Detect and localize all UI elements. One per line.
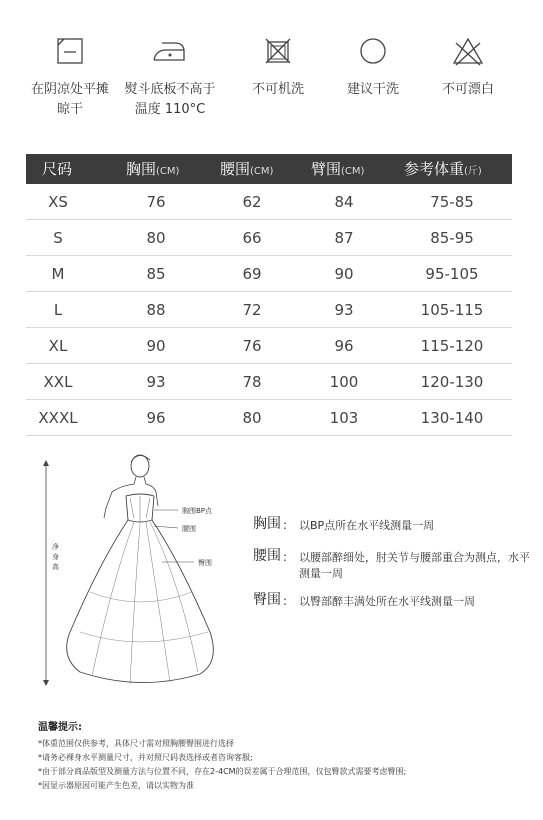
cell-bust: 76 (146, 193, 166, 211)
table-row (26, 292, 512, 328)
table-row (26, 220, 512, 256)
care-instructions (20, 36, 530, 126)
cell-size: XXXL (38, 409, 78, 427)
care-item-dry-clean (323, 36, 423, 100)
cell-waist: 66 (242, 229, 262, 247)
cell-size: L (53, 301, 63, 319)
hip-point-label: 臀围 (198, 559, 212, 567)
no-machine-wash-icon (263, 36, 293, 66)
cell-hip: 84 (334, 193, 354, 211)
cell-hip: 90 (334, 265, 354, 283)
header-bust: 胸围(CM) (126, 160, 180, 178)
note-text: 以腰部醉细处，肘关节与腰部重合为测点，水平测量一周 (299, 551, 530, 580)
cell-size: S (53, 229, 63, 247)
care-item-no-machine-wash (228, 36, 328, 100)
care-label: 不可机洗 (251, 82, 304, 97)
note-waist: 腰围 : 以腰部醉细处，肘关节与腰部重合为测点，水平测量一周 (253, 548, 530, 580)
cell-weight: 105-115 (420, 301, 484, 319)
tip-item: *因显示器原因可能产生色差，请以实物为准 (38, 781, 194, 790)
warm-tips (38, 718, 528, 793)
table-row (26, 328, 512, 364)
dress-figure-icon (30, 452, 270, 692)
table-row (26, 184, 512, 220)
tip-item: *体重范围仅供参考，具体尺寸需对照胸腰臀围进行选择 (38, 739, 234, 748)
cell-bust: 90 (146, 337, 166, 355)
note-bust: 胸围 : 以BP点所在水平线测量一周 (253, 516, 435, 532)
table-row (26, 400, 512, 436)
cell-waist: 78 (242, 373, 262, 391)
note-text: 以BP点所在水平线测量一周 (299, 519, 435, 532)
header-hip: 臂围(CM) (311, 160, 365, 178)
cell-size: M (51, 265, 65, 283)
cell-hip: 96 (334, 337, 354, 355)
cell-hip: 93 (334, 301, 354, 319)
care-label: 在阴凉处平摊 晾干 (30, 82, 109, 117)
cell-size: XL (48, 337, 68, 355)
cell-weight: 95-105 (425, 265, 479, 283)
header-size: 尺码 (42, 160, 73, 178)
header-weight: 参考体重(斤) (404, 160, 482, 178)
care-item-no-bleach (418, 36, 518, 100)
care-item-shade-dry (20, 36, 120, 120)
cell-bust: 93 (146, 373, 166, 391)
cell-weight: 75-85 (430, 193, 474, 211)
cell-bust: 80 (146, 229, 166, 247)
cell-hip: 87 (334, 229, 354, 247)
note-hip: 臀围 : 以臀部醉丰满处所在水平线测量一周 (253, 592, 475, 608)
cell-hip: 103 (329, 409, 359, 427)
header-waist: 腰围(CM) (220, 160, 274, 178)
cell-waist: 72 (242, 301, 262, 319)
bust-point-label: 胸围BP点 (182, 507, 213, 515)
cell-weight: 85-95 (430, 229, 474, 247)
table-row (26, 256, 512, 292)
dry-clean-icon (358, 36, 388, 66)
care-label: 不可漂白 (441, 82, 494, 97)
note-text: 以臀部醉丰满处所在水平线测量一周 (299, 595, 475, 608)
size-table (26, 154, 512, 436)
tip-item: *请务必裸身水平测量尺寸，并对照尺码表选择或者咨询客服; (38, 753, 253, 762)
tip-item: *由于部分商品版型及测量方法与位置不同，存在2-4CM的误差属于合理范围，仅包臀款式需要考虑臀围; (38, 767, 407, 776)
cell-bust: 88 (146, 301, 166, 319)
cell-size: XS (48, 193, 68, 211)
cell-weight: 120-130 (420, 373, 484, 391)
cell-weight: 130-140 (420, 409, 484, 427)
care-item-iron (120, 36, 220, 120)
cell-waist: 69 (242, 265, 262, 283)
care-label: 建议干洗 (346, 82, 399, 97)
cell-waist: 76 (242, 337, 262, 355)
cell-waist: 80 (242, 409, 262, 427)
cell-hip: 100 (329, 373, 359, 391)
no-bleach-icon (451, 36, 485, 66)
shade-dry-flat-icon (55, 36, 85, 66)
waist-point-label: 腰围 (182, 525, 196, 533)
cell-size: XXL (43, 373, 73, 391)
measurement-notes (253, 518, 533, 622)
iron-low-temp-icon (150, 36, 190, 66)
cell-bust: 85 (146, 265, 166, 283)
table-body (26, 184, 512, 436)
table-header (26, 154, 512, 184)
body-height-label: 净身高 (52, 543, 59, 571)
cell-bust: 96 (146, 409, 166, 427)
cell-weight: 115-120 (420, 337, 484, 355)
tips-title: 温馨提示: (38, 722, 82, 733)
table-row (26, 364, 512, 400)
care-label: 熨斗底板不高于 温度 110°C (124, 82, 216, 117)
cell-waist: 62 (242, 193, 262, 211)
dress-illustration (30, 452, 270, 692)
